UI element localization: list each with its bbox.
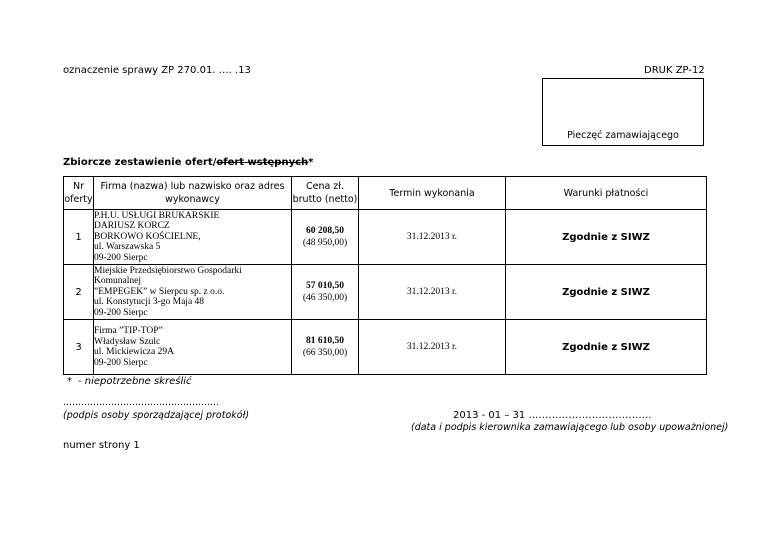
stamp-box — [542, 78, 704, 146]
offer-nr: 1 — [64, 210, 94, 265]
offers-table — [63, 176, 707, 375]
firm-line: BORKOWO KOŚCIELNE, — [94, 231, 201, 242]
firm-line: 09-200 Sierpc — [94, 252, 148, 263]
firm-line: P.H.U. USŁUGI BRUKARSKIE — [94, 210, 220, 221]
header-payment: Warunki płatności — [506, 177, 707, 210]
price-net: (46 350,00) — [302, 293, 348, 303]
firm-line: ”EMPEGEK” w Sierpcu sp. z o.o. — [94, 286, 225, 297]
form-code: DRUK ZP-12 — [644, 65, 705, 76]
offer-payment: Zgodnie z SIWZ — [506, 320, 707, 375]
price-gross: 81 610,50 — [306, 336, 344, 346]
offer-price — [292, 265, 359, 320]
document-title — [63, 157, 313, 168]
footnote — [63, 376, 192, 387]
offer-price — [292, 210, 359, 265]
offer-firm — [94, 320, 292, 375]
firm-line: Władysław Szulc — [94, 336, 161, 347]
offer-term: 31.12.2013 r. — [359, 265, 506, 320]
header-nr: Nr oferty — [64, 177, 94, 210]
offer-firm — [94, 265, 292, 320]
table-row — [64, 320, 707, 375]
footnote-star: * — [67, 376, 72, 387]
header-price: Cena zł. brutto (netto) — [292, 177, 359, 210]
table-row — [64, 265, 707, 320]
offer-payment: Zgodnie z SIWZ — [506, 265, 707, 320]
header-firm: Firma (nazwa) lub nazwisko oraz adres wykonawcy — [94, 177, 292, 210]
offer-term: 31.12.2013 r. — [359, 320, 506, 375]
price-gross: 60 208,50 — [306, 226, 344, 236]
signature-dots-left: ……………………………………………. — [63, 398, 219, 408]
price-net: (48 950,00) — [302, 238, 348, 248]
date-line: 2013 - 01 – 31 ………………………………. — [453, 410, 652, 421]
signature-label-right: (data i podpis kierownika zamawiającego lub osoby upoważnionej) — [411, 422, 729, 433]
firm-line: DARIUSZ KORCZ — [94, 221, 170, 232]
offer-nr: 2 — [64, 265, 94, 320]
header-term: Termin wykonania — [359, 177, 506, 210]
page-number: numer strony 1 — [63, 440, 140, 451]
table-row — [64, 210, 707, 265]
firm-line: 09-200 Sierpc — [94, 357, 148, 368]
firm-line: ul. Warszawska 5 — [94, 242, 161, 253]
price-net: (66 350,00) — [302, 348, 348, 358]
firm-line: Firma ”TIP-TOP” — [94, 326, 163, 336]
firm-line: ul. Konstytucji 3-go Maja 48 — [94, 297, 205, 308]
title-struck: ofert wstępnych — [216, 157, 309, 168]
signature-label-left: (podpis osoby sporządzającej protokół) — [63, 410, 250, 421]
stamp-label: Pieczęć zamawiającego — [567, 130, 679, 141]
footnote-text: - niepotrzebne skreślić — [78, 376, 192, 387]
offer-nr: 3 — [64, 320, 94, 375]
firm-line: 09-200 Sierpc — [94, 307, 148, 318]
offer-price — [292, 320, 359, 375]
price-gross: 57 010,50 — [306, 281, 344, 291]
title-asterisk: * — [308, 157, 314, 168]
title-part1: Zbiorcze zestawienie ofert/ — [63, 157, 217, 168]
offer-firm — [94, 210, 292, 265]
case-mark: oznaczenie sprawy ZP 270.01. …. .13 — [63, 65, 251, 76]
offer-term: 31.12.2013 r. — [359, 210, 506, 265]
firm-line: ul. Mickiewicza 29A — [94, 347, 174, 357]
firm-line: Miejskie Przedsiębiorstwo Gospodarki Komunalnej — [94, 265, 242, 287]
offer-payment: Zgodnie z SIWZ — [506, 210, 707, 265]
